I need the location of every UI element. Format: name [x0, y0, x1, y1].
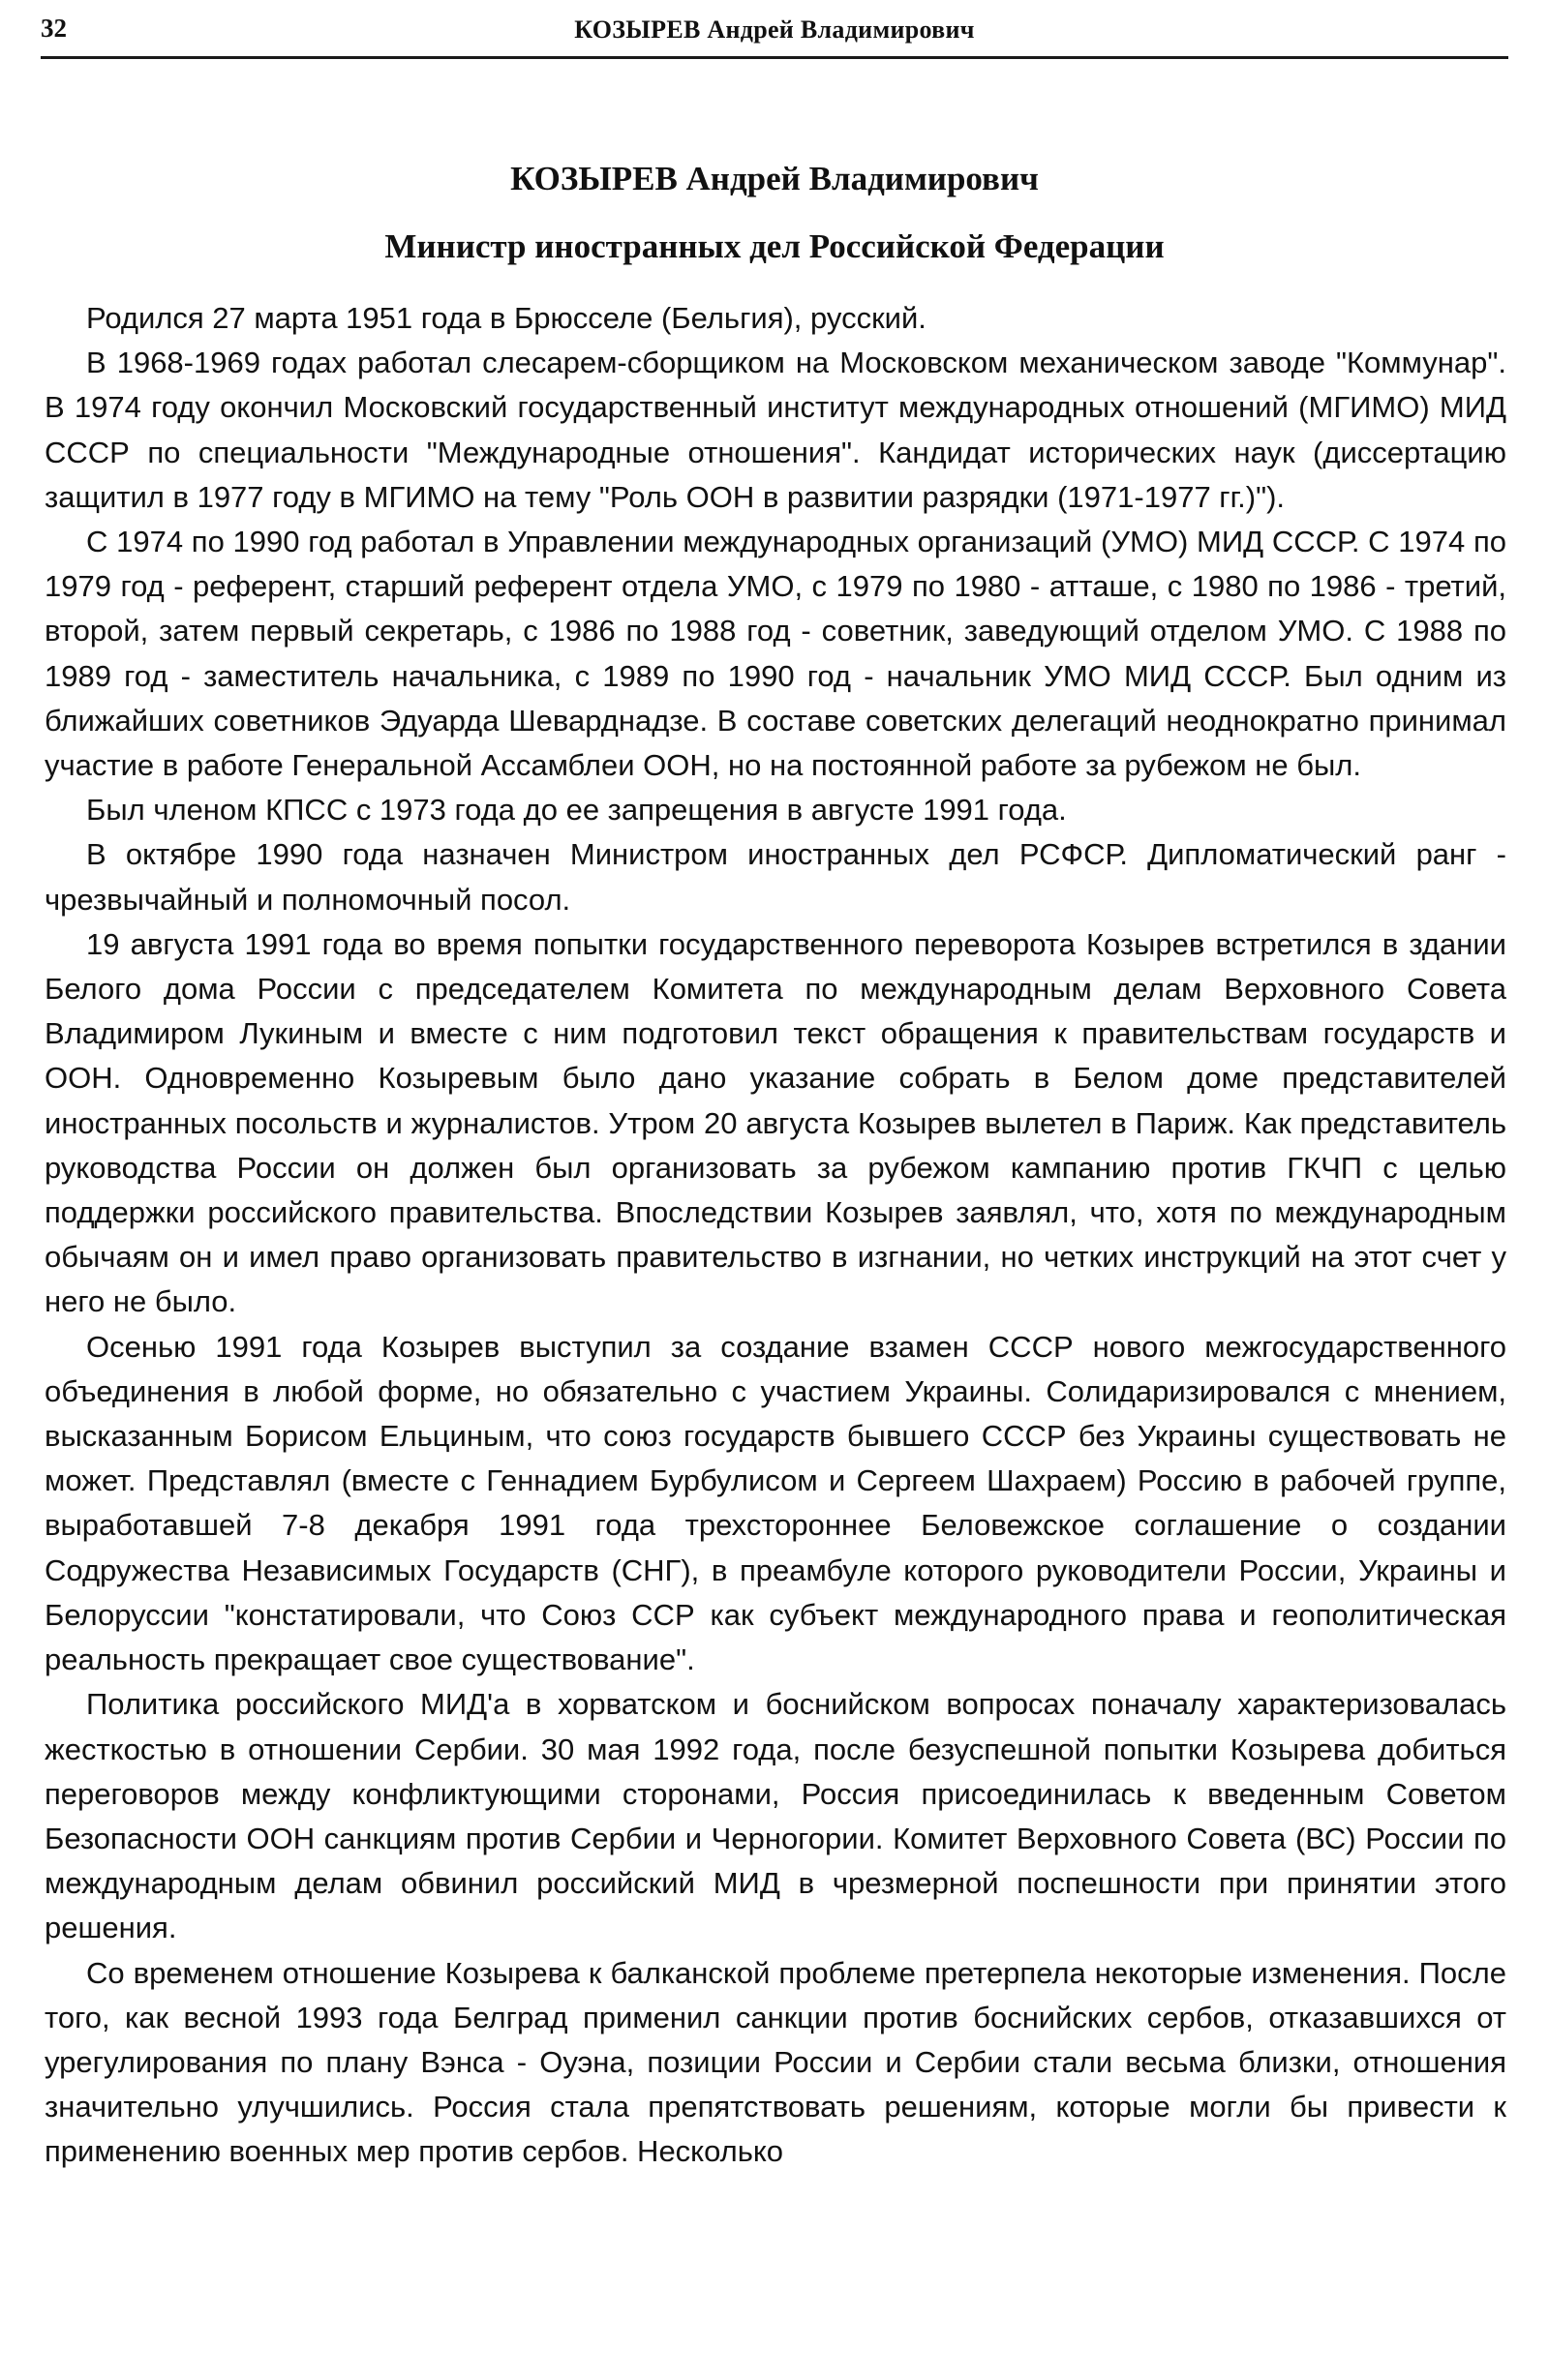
person-name: КОЗЫРЕВ Андрей Владимирович	[510, 160, 1039, 197]
page-number: 32	[41, 14, 67, 43]
paragraph-balkan-change: Со временем отношение Козырева к балканской проблеме претерпела некоторые изменения. После того, как весной 1993 года Белград применил санкции против боснийских сербов, отказавшихся от урегулирования по плану Вэнса - Оуэна, позиции России и Сербии стали весьма близки, отношения значительно улучшились. Россия стала препятствовать решениям, которые могли бы привести к применению военных мер против сербов. Несколько	[45, 1955, 1506, 2169]
paragraph-education: В 1968-1969 годах работал слесарем-сборщиком на Московском механическом заводе "Коммунар". В 1974 году окончил Московский государственный институт международных отношений (МГИМО) МИД СССР по специальности "Международные отношения". Кандидат исторических наук (диссертацию защитил в 1977 году в МГИМО на тему "Роль ООН в развитии разрядки (1971-1977 гг.)").	[45, 346, 1506, 514]
person-position: Министр иностранных дел Российской Федерации	[384, 227, 1165, 265]
paragraph-balkan-policy: Политика российского МИД'а в хорватском и боснийском вопросах поначалу характеризовалась жесткостью в отношении Сербии. 30 мая 1992 года, после безуспешной попытки Козырева добиться переговоров между конфликтующими сторонами, Россия присоединилась к введенным Советом Безопасности ООН санкциям против Сербии и Черногории. Комитет Верховного Совета (ВС) России по международным делам обвинил российский МИД в чрезмерной поспешности при принятии этого решения.	[45, 1687, 1506, 1945]
paragraph-appointment: В октябре 1990 года назначен Министром иностранных дел РСФСР. Дипломатический ранг - чрезвычайный и полномочный посол.	[45, 837, 1506, 917]
paragraph-birth: Родился 27 марта 1951 года в Брюсселе (Бельгия), русский.	[86, 301, 926, 335]
paragraph-august-1991: 19 августа 1991 года во время попытки государственного переворота Козырев встретился в здании Белого дома России с председателем Комитета по международным делам Верховного Совета Владимиром Лукиным и вместе с ним подготовил текст обращения к правительствам государств и ООН. Одновременно Козыревым было дано указание собрать в Белом доме представителей иностранных посольств и журналистов. Утром 20 августа Козырев вылетел в Париж. Как представитель руководства России он должен был организовать за рубежом кампанию против ГКЧП с целью поддержки российского правительства. Впоследствии Козырев заявлял, что, хотя по международным обычаям он и имел право организовать правительство в изгнании, но четких инструкций на этот счет у него не было.	[45, 926, 1506, 1319]
running-header	[41, 12, 1508, 59]
running-title: КОЗЫРЕВ Андрей Владимирович	[574, 15, 975, 44]
paragraph-party: Был членом КПСС с 1973 года до ее запрещения в августе 1991 года.	[86, 793, 1067, 828]
biography-text	[45, 296, 1506, 2175]
paragraph-autumn-1991: Осенью 1991 года Козырев выступил за создание взамен СССР нового межгосударственного объединения в любой форме, но обязательно с участием Украины. Солидаризировался с мнением, высказанным Борисом Ельциным, что союз государств бывшего СССР без Украины существовать не может. Представлял (вместе с Геннадием Бурбулисом и Сергеем Шахраем) Россию в рабочей группе, выработавшей 7-8 декабря 1991 года трехстороннее Беловежское соглашение о создании Содружества Независимых Государств (СНГ), в преамбуле которого руководители России, Украины и Белоруссии "констатировали, что Союз ССР как субъект международного права и геополитическая реальность прекращает свое существование".	[45, 1329, 1506, 1677]
paragraph-career: С 1974 по 1990 год работал в Управлении международных организаций (УМО) МИД СССР. С 1974 по 1979 год - референт, старший референт отдела УМО, с 1979 по 1980 - атташе, с 1980 по 1986 - третий, второй, затем первый секретарь, с 1986 по 1988 год - советник, заведующий отделом УМО. С 1988 по 1989 год - заместитель начальника, с 1989 по 1990 год - начальник УМО МИД СССР. Был одним из ближайших советников Эдуарда Шеварднадзе. В составе советских делегаций неоднократно принимал участие в работе Генеральной Ассамблеи ООН, но на постоянной работе за рубежом не был.	[45, 525, 1506, 783]
article-heading	[41, 155, 1508, 271]
